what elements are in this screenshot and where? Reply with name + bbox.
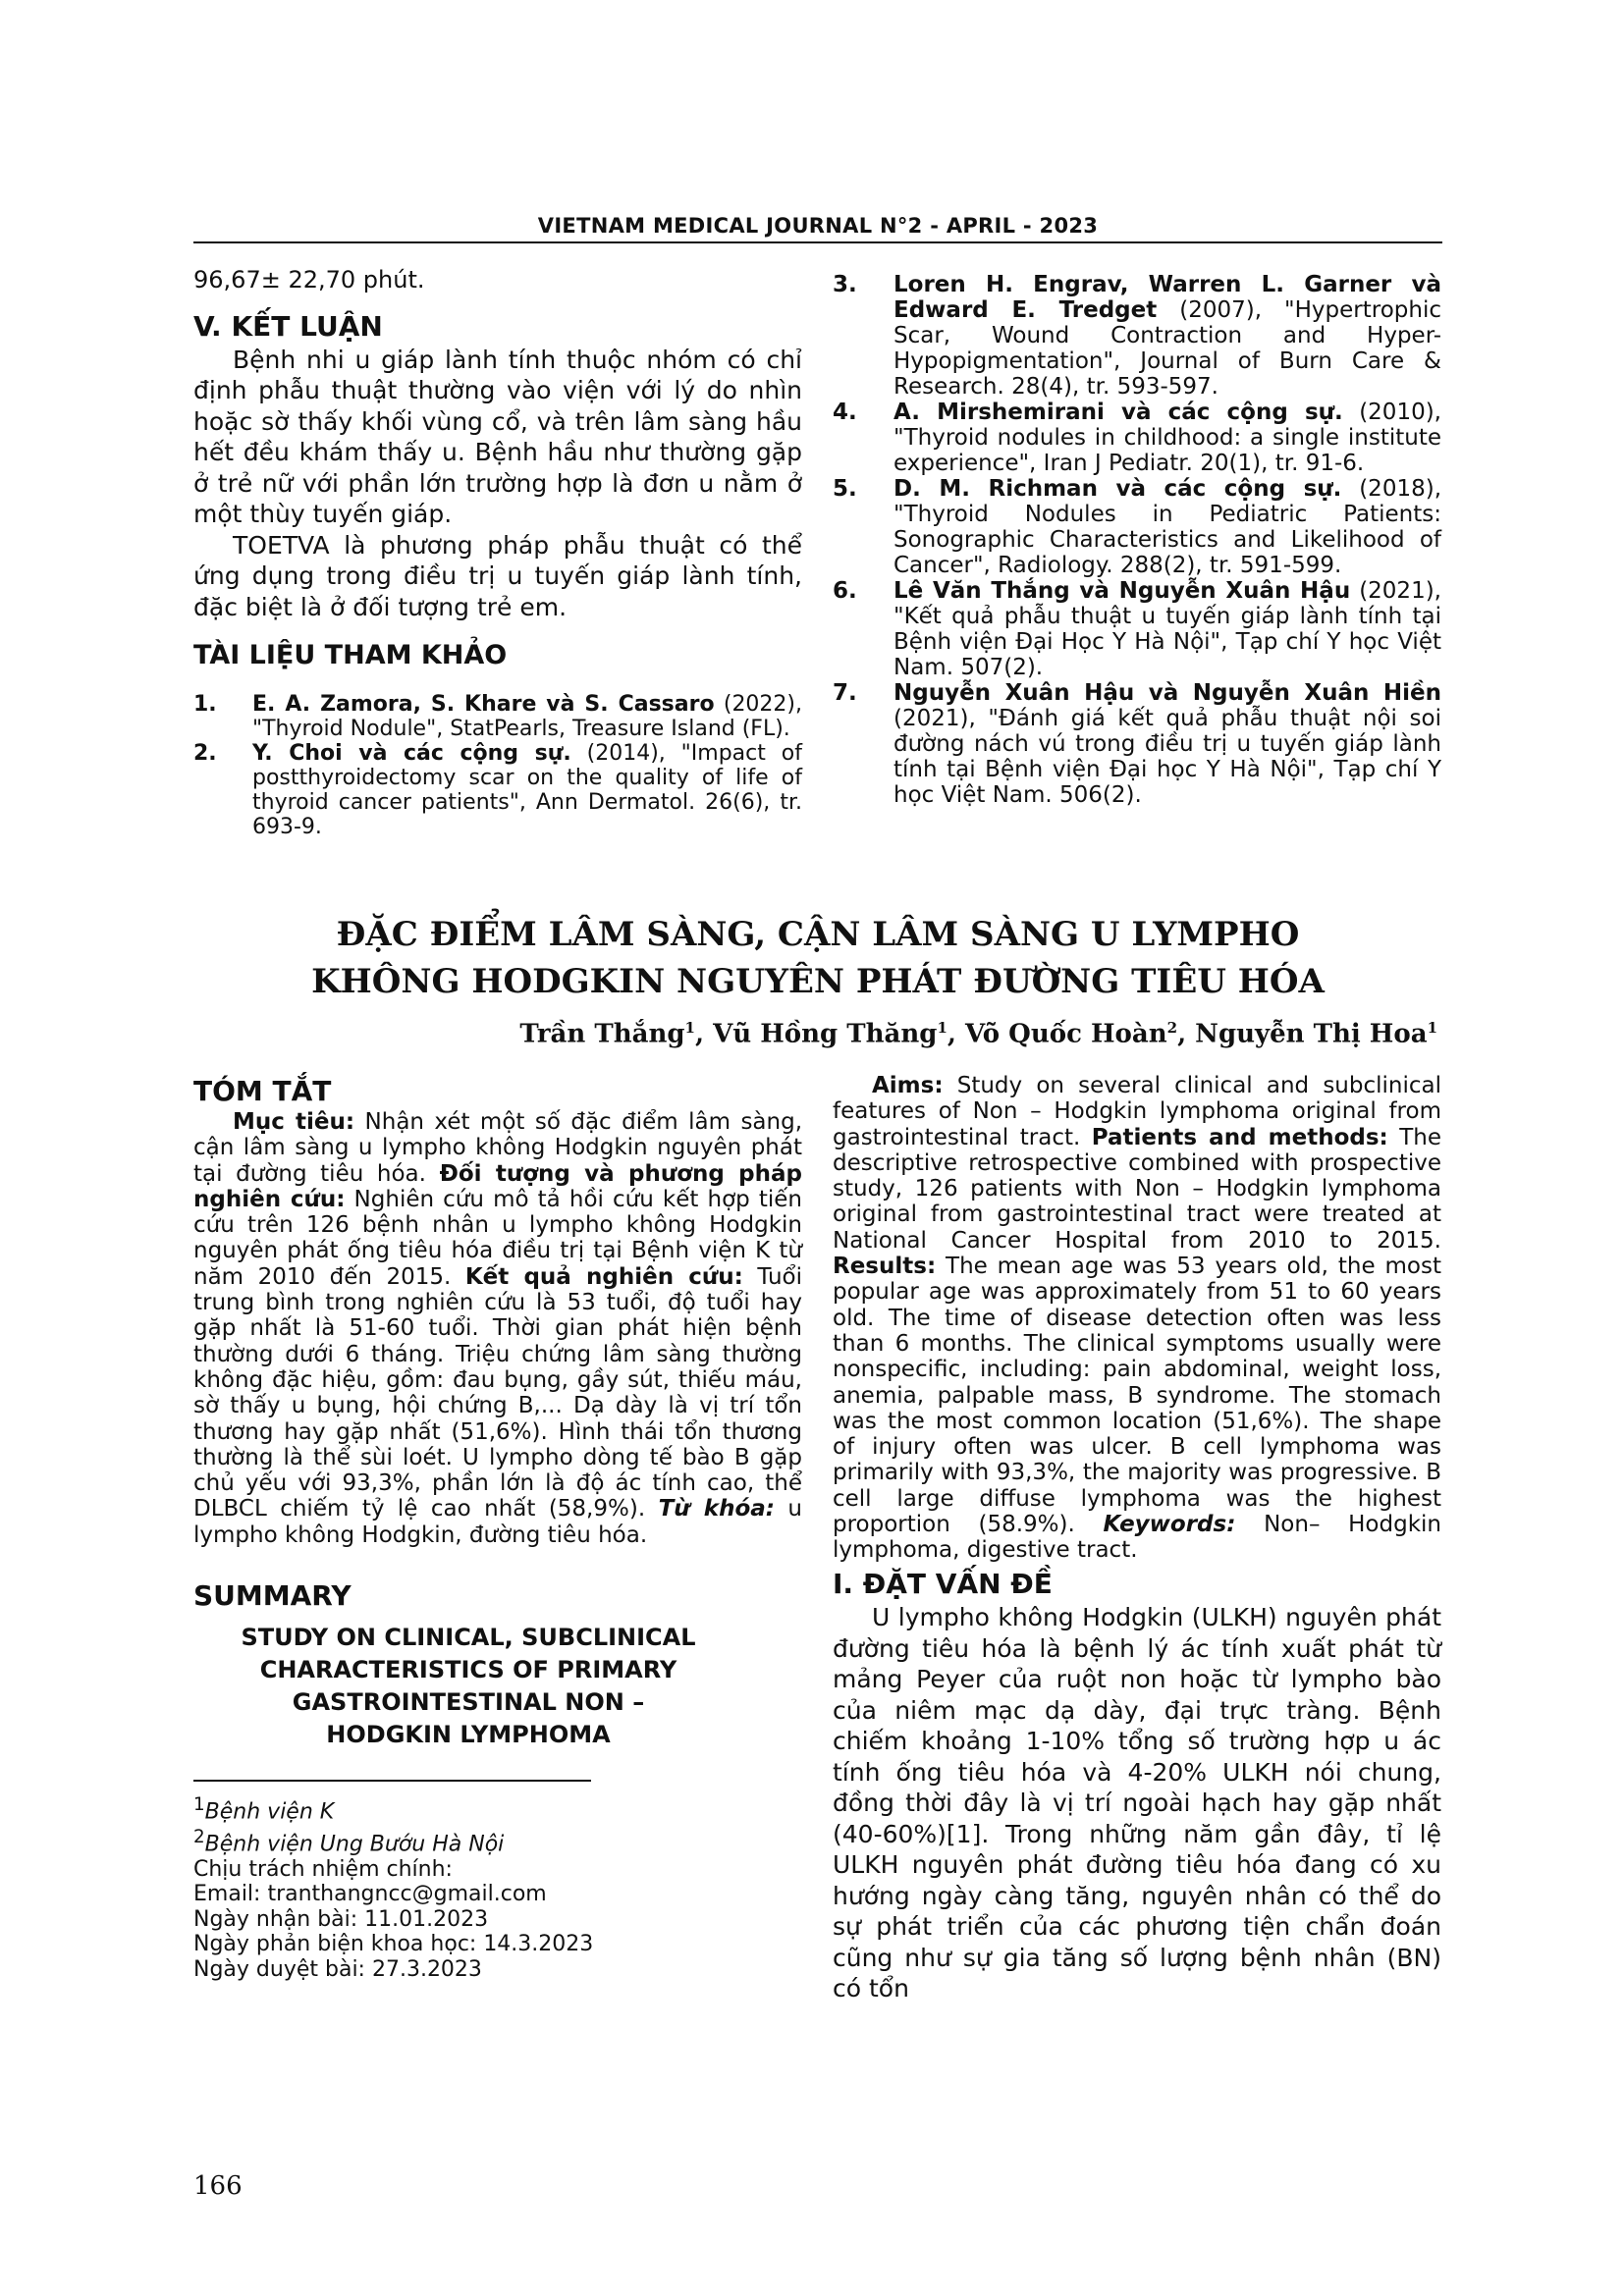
reference-number: 4. (833, 400, 857, 425)
label-results: Results: (833, 1254, 937, 1280)
reference-item (833, 476, 1441, 578)
affiliation-name: Bệnh viện Ung Bướu Hà Nội (204, 1832, 505, 1857)
introduction-paragraph: U lympho không Hodgkin (ULKH) nguyên phát đường tiêu hóa là bệnh lý ác tính xuất phát từ mảng Peyer của ruột non hoặc từ lympho bào của niêm mạc dạ dày, đại trực tràng. Bệnh chiếm khoảng 1-10% tổng số trường hợp u ác tính ống tiêu hóa và 4-20% ULKH nói chung, đồng thời đây là vị trí ngoài hạch hay gặp nhất (40-60%)[1]. Trong những năm gần đây, tỉ lệ ULKH nguyên phát đường tiêu hóa đang có xu hướng ngày càng tăng, nguyên nhân có thể do sự phát triển của các phương tiện chẩn đoán cũng như sự gia tăng số lượng bệnh nhân (BN) có tổn (833, 1603, 1441, 2002)
reference-authors: D. M. Richman và các cộng sự. (893, 476, 1342, 502)
references-heading: TÀI LIỆU THAM KHẢO (193, 640, 508, 670)
label-keywords: Từ khóa: (658, 1496, 775, 1522)
summary-title (193, 1622, 743, 1751)
reference-authors: E. A. Zamora, S. Khare và S. Cassaro (252, 692, 715, 717)
reference-authors: Y. Choi và các cộng sự. (252, 741, 571, 766)
label-methods: Đối tượng và phương pháp nghiên cứu: (193, 1160, 802, 1212)
abstract-vi-text (193, 1109, 802, 1548)
abstract-en-text (833, 1073, 1441, 1564)
date-accepted: Ngày duyệt bài: 27.3.2023 (193, 1956, 482, 1982)
reference-details: (2007), "Hypertrophic Scar, Wound Contraction and Hyper-Hypopigmentation", Journal of Burn Care & Research. 28(4), tr. 593-597. (893, 297, 1442, 400)
footnotes (193, 1792, 743, 1982)
reference-authors: Lê Văn Thắng và Nguyễn Xuân Hậu (893, 578, 1351, 604)
reference-authors: Loren H. Engrav, Warren L. Garner và Edward E. Tredget (893, 272, 1441, 323)
reference-item (193, 741, 802, 839)
author-affiliation: 1 (937, 1019, 947, 1037)
reference-item (833, 272, 1441, 400)
patients-text: The descriptive retrospective combined with prospective study, 126 patients with Non – Hodgkin lymphoma original from gastrointestinal tract were treated at National Cancer Hospital from 2010 to 2015. (833, 1124, 1441, 1254)
affiliation-2 (193, 1825, 743, 1857)
introduction-heading: I. ĐẶT VẤN ĐỀ (833, 1568, 1053, 1600)
header-rule (193, 241, 1442, 243)
methods-text: Nghiên cứu mô tả hồi cứu kết hợp tiến cứu trên 126 bệnh nhân u lympho không Hodgkin nguyên phát ống tiêu hóa điều trị tại Bệnh viện K từ năm 2010 đến 2015. (193, 1186, 802, 1290)
conclusion-paragraph-2: TOETVA là phương pháp phẫu thuật có thể ứng dụng trong điều trị u tuyến giáp lành tính, đặc biệt là ở đối tượng trẻ em. (193, 530, 802, 621)
reference-details: (2021), "Đánh giá kết quả phẫu thuật nội soi đường nách vú trong điều trị u tuyến giáp lành tính tại Bệnh viện Đại học Y Hà Nội", Tạp chí Y học Việt Nam. 506(2). (893, 706, 1441, 808)
label-patients: Patients and methods: (1091, 1124, 1388, 1150)
label-aims: Aims: (872, 1073, 944, 1098)
reference-number: 3. (833, 272, 857, 297)
responsible-author: Chịu trách nhiệm chính: (193, 1856, 453, 1882)
author-list (519, 1019, 1437, 1049)
label-results: Kết quả nghiên cứu: (464, 1263, 743, 1290)
references-left (193, 692, 802, 839)
summary-heading: SUMMARY (193, 1579, 352, 1612)
running-header: VIETNAM MEDICAL JOURNAL N°2 - APRIL - 2023 (537, 214, 1099, 238)
reference-details: (2018), "Thyroid Nodules in Pediatric Patients: Sonographic Characteristics and Likelihood of Cancer", Radiology. 288(2), tr. 591-599. (893, 476, 1441, 578)
date-reviewed: Ngày phản biện khoa học: 14.3.2023 (193, 1932, 594, 1957)
reference-number: 7. (833, 680, 857, 706)
author-affiliation: 1 (1427, 1019, 1437, 1037)
author-affiliation: 2 (1166, 1019, 1178, 1037)
label-objective: Mục tiêu: (233, 1109, 355, 1135)
left-top-block (193, 267, 802, 671)
reference-item (833, 400, 1441, 476)
contact-email: Email: tranthangncc@gmail.com (193, 1882, 547, 1907)
reference-details: (2014), "Impact of postthyroidectomy scar on the quality of life of thyroid cancer patients", Ann Dermatol. 26(6), tr. 693-9. (252, 741, 802, 839)
reference-number: 1. (193, 692, 217, 717)
conclusion-paragraph-1: Bệnh nhi u giáp lành tính thuộc nhóm có chỉ định phẫu thuật thường vào viện với lý do nhìn hoặc sờ thấy khối vùng cổ, và trên lâm sàng hầu hết đều khám thấy u. Bệnh hầu như thường gặp ở trẻ nữ với phần lớn trường hợp là đơn u nằm ở một thùy tuyến giáp. (193, 345, 802, 528)
author-separator: , (1177, 1019, 1196, 1049)
reference-item (833, 680, 1441, 808)
summary-title-line: CHARACTERISTICS OF PRIMARY (259, 1656, 677, 1683)
reference-details: (2010), "Thyroid nodules in childhood: a single institute experience", Iran J Pediatr. 20(1), tr. 91-6. (893, 400, 1441, 476)
reference-number: 5. (833, 476, 857, 502)
summary-title-line: STUDY ON CLINICAL, SUBCLINICAL (241, 1624, 696, 1651)
summary-title-line: GASTROINTESTINAL NON – (292, 1688, 645, 1716)
author-name: Võ Quốc Hoàn (965, 1019, 1167, 1049)
affiliation-marker: 2 (193, 1826, 205, 1847)
reference-item (833, 578, 1441, 680)
summary-title-line: HODGKIN LYMPHOMA (326, 1721, 611, 1748)
aims-text: Study on several clinical and subclinical features of Non – Hodgkin lymphoma original from gastrointestinal tract. (833, 1073, 1441, 1150)
date-received: Ngày nhận bài: 11.01.2023 (193, 1906, 489, 1932)
reference-authors: A. Mirshemirani và các cộng sự. (893, 400, 1343, 425)
article-title-line-1: ĐẶC ĐIỂM LÂM SÀNG, CẬN LÂM SÀNG U LYMPHO (336, 915, 1300, 954)
author-separator: , (694, 1019, 714, 1049)
page-number: 166 (193, 2171, 243, 2201)
affiliation-marker: 1 (193, 1794, 205, 1815)
references-right (833, 272, 1441, 808)
author-name: Nguyễn Thị Hoa (1195, 1019, 1428, 1049)
abstract-vietnamese (193, 1076, 802, 1548)
author-name: Vũ Hồng Thăng (713, 1019, 938, 1049)
footnote-rule (193, 1780, 591, 1782)
results-text: Tuổi trung bình trong nghiên cứu là 53 tuổi, độ tuổi hay gặp nhất là 51-60 tuổi. Thời gian phát hiện bệnh thường dưới 6 tháng. Triệu chứng lâm sàng thường không đặc hiệu, gồm: đau bụng, gầy sút, thiếu máu, sờ thấy u bụng, hội chứng B,... Dạ dày là vị trí tổn thương hay gặp nhất (51,6%). Hình thái tổn thương thường là thể sùi loét. U lympho dòng tế bào B gặp chủ yếu với 93,3%, phần lớn là độ ác tính cao, thể DLBCL chiếm tỷ lệ cao nhất (58,9%). (193, 1263, 802, 1522)
continued-text: 96,67± 22,70 phút. (193, 266, 425, 294)
reference-details: (2022), "Thyroid Nodule", StatPearls, Treasure Island (FL). (252, 692, 803, 741)
article-title (193, 911, 1442, 1005)
abstract-english (833, 1073, 1441, 1564)
affiliation-name: Bệnh viện K (204, 1799, 335, 1825)
author-affiliation: 1 (684, 1019, 695, 1037)
objective-text: Nhận xét một số đặc điểm lâm sàng, cận lâm sàng u lympho không Hodgkin nguyên phát tại đường tiêu hóa. (193, 1109, 803, 1187)
keywords-text: Non– Hodgkin lymphoma, digestive tract. (833, 1512, 1441, 1564)
affiliation-1 (193, 1792, 743, 1825)
keywords-text: u lympho không Hodgkin, đường tiêu hóa. (193, 1496, 802, 1548)
article-title-line-2: KHÔNG HODGKIN NGUYÊN PHÁT ĐƯỜNG TIÊU HÓA (311, 962, 1325, 1001)
reference-number: 2. (193, 741, 217, 766)
reference-authors: Nguyễn Xuân Hậu và Nguyễn Xuân Hiền (893, 680, 1441, 706)
results-text: The mean age was 53 years old, the most popular age was approximately from 51 to 60 years old. The time of disease detection often was less than 6 months. The clinical symptoms usually were nonspecific, including: pain abdominal, weight loss, anemia, palpable mass, B syndrome. The stomach was the most common location (51,6%). The shape of injury often was ulcer. B cell lymphoma was primarily with 93,3%, the majority was progressive. B cell large diffuse lymphoma was the highest proportion (58.9%). (833, 1254, 1441, 1538)
reference-number: 6. (833, 578, 857, 604)
introduction (833, 1569, 1441, 2004)
author-separator: , (947, 1019, 965, 1049)
reference-details: (2021), "Kết quả phẫu thuật u tuyến giáp lành tính tại Bệnh viện Đại Học Y Hà Nội", Tạp chí Y học Việt Nam. 507(2). (893, 578, 1441, 680)
abstract-heading: TÓM TẮT (193, 1075, 332, 1107)
conclusion-heading: V. KẾT LUẬN (193, 309, 383, 343)
reference-item (193, 692, 802, 741)
author-name: Trần Thắng (519, 1019, 685, 1049)
label-keywords: Keywords: (1103, 1512, 1236, 1538)
